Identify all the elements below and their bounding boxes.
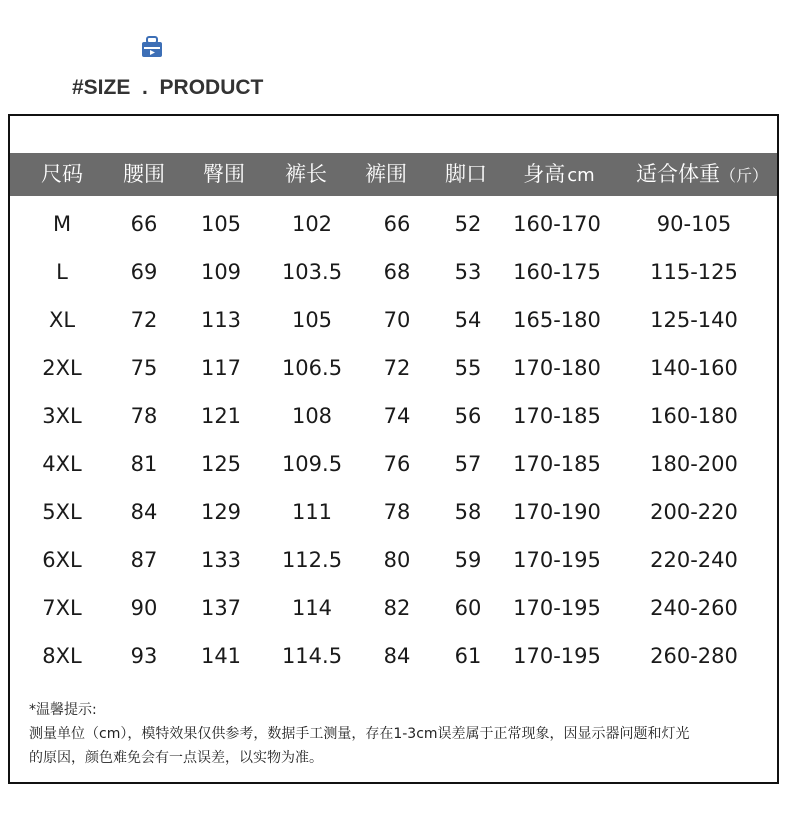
- cell-leg-circ: 76: [383, 452, 411, 476]
- cell-size: 8XL: [42, 644, 82, 668]
- shopping-bag-icon: [140, 36, 164, 58]
- table-row: [10, 296, 777, 344]
- cell-leg-circ: 70: [383, 308, 411, 332]
- cell-weight: 115-125: [650, 260, 738, 284]
- notes: [29, 698, 769, 770]
- cell-weight: 180-200: [650, 452, 738, 476]
- cell-height: 170-185: [513, 452, 601, 476]
- cell-height: 160-170: [513, 212, 601, 236]
- size-chart-frame: [8, 114, 779, 784]
- cell-hip: 105: [200, 212, 242, 236]
- cell-length: 109.5: [281, 452, 343, 476]
- cell-waist: 69: [130, 260, 158, 284]
- header-leg-circ: 裤围: [365, 162, 407, 186]
- cell-size: 3XL: [42, 404, 82, 428]
- cell-length: 102: [291, 212, 333, 236]
- cell-waist: 87: [130, 548, 158, 572]
- table-row: [10, 632, 777, 680]
- cell-hem: 54: [454, 308, 482, 332]
- cell-size: 6XL: [42, 548, 82, 572]
- header-weight: [626, 153, 778, 196]
- cell-hip: 113: [200, 308, 242, 332]
- header-size: 尺码: [41, 162, 83, 186]
- cell-height: 165-180: [513, 308, 601, 332]
- notes-line-2: 的原因，颜色难免会有一点误差，以实物为准。: [29, 750, 323, 766]
- cell-hem: 60: [454, 596, 482, 620]
- notes-title: *温馨提示:: [29, 702, 97, 718]
- cell-waist: 75: [130, 356, 158, 380]
- table-row: [10, 488, 777, 536]
- cell-weight: 140-160: [650, 356, 738, 380]
- cell-hem: 58: [454, 500, 482, 524]
- cell-height: 170-195: [513, 548, 601, 572]
- cell-height: 170-190: [513, 500, 601, 524]
- header-length: 裤长: [285, 162, 327, 186]
- cell-length: 112.5: [281, 548, 343, 572]
- page-heading: #SIZE . PRODUCT: [72, 76, 264, 99]
- cell-hip: 117: [200, 356, 242, 380]
- cell-waist: 93: [130, 644, 158, 668]
- cell-length: 114: [291, 596, 333, 620]
- header-weight-unit: （斤）: [719, 166, 768, 185]
- cell-hip: 121: [200, 404, 242, 428]
- cell-waist: 90: [130, 596, 158, 620]
- cell-weight: 90-105: [656, 212, 732, 236]
- cell-hem: 55: [454, 356, 482, 380]
- table-row: [10, 200, 777, 248]
- notes-line-1: 测量单位（cm），模特效果仅供参考，数据手工测量，存在1-3cm误差属于正常现象，因显示器问题和灯光: [29, 726, 690, 742]
- cell-waist: 72: [130, 308, 158, 332]
- cell-hem: 61: [454, 644, 482, 668]
- cell-leg-circ: 80: [383, 548, 411, 572]
- cell-leg-circ: 68: [383, 260, 411, 284]
- cell-length: 103.5: [281, 260, 343, 284]
- cell-size: 5XL: [42, 500, 82, 524]
- cell-waist: 78: [130, 404, 158, 428]
- cell-waist: 84: [130, 500, 158, 524]
- cell-leg-circ: 74: [383, 404, 411, 428]
- cell-size: L: [56, 260, 68, 284]
- cell-leg-circ: 84: [383, 644, 411, 668]
- cell-size: 4XL: [42, 452, 82, 476]
- cell-height: 170-195: [513, 644, 601, 668]
- cell-size: XL: [48, 308, 76, 332]
- cell-hip: 129: [200, 500, 242, 524]
- header-height-unit: cm: [567, 165, 595, 186]
- cell-hip: 133: [200, 548, 242, 572]
- table-row: [10, 584, 777, 632]
- cell-hem: 53: [454, 260, 482, 284]
- cell-leg-circ: 66: [383, 212, 411, 236]
- cell-leg-circ: 78: [383, 500, 411, 524]
- cell-leg-circ: 82: [383, 596, 411, 620]
- cell-length: 105: [291, 308, 333, 332]
- cell-height: 170-185: [513, 404, 601, 428]
- cell-weight: 160-180: [650, 404, 738, 428]
- cell-weight: 220-240: [650, 548, 738, 572]
- header-hem: 脚口: [445, 162, 487, 186]
- cell-length: 106.5: [281, 356, 343, 380]
- cell-hip: 141: [200, 644, 242, 668]
- cell-size: 2XL: [42, 356, 82, 380]
- cell-weight: 125-140: [650, 308, 738, 332]
- header-weight-label: 适合体重: [635, 162, 720, 186]
- cell-weight: 260-280: [650, 644, 738, 668]
- cell-hem: 52: [454, 212, 482, 236]
- cell-hem: 59: [454, 548, 482, 572]
- table-row: [10, 440, 777, 488]
- cell-hip: 125: [200, 452, 242, 476]
- cell-hip: 109: [200, 260, 242, 284]
- cell-waist: 66: [130, 212, 158, 236]
- cell-length: 114.5: [281, 644, 343, 668]
- table-row: [10, 392, 777, 440]
- table-header: [10, 153, 777, 196]
- cell-size: 7XL: [42, 596, 82, 620]
- cell-waist: 81: [130, 452, 158, 476]
- header-hip: 臀围: [203, 162, 245, 186]
- cell-weight: 240-260: [650, 596, 738, 620]
- cell-height: 170-180: [513, 356, 601, 380]
- cell-hem: 56: [454, 404, 482, 428]
- header-waist: 腰围: [123, 162, 165, 186]
- cell-height: 160-175: [513, 260, 601, 284]
- table-row: [10, 344, 777, 392]
- header-height: [504, 153, 614, 196]
- cell-weight: 200-220: [650, 500, 738, 524]
- cell-length: 108: [291, 404, 333, 428]
- table-row: [10, 536, 777, 584]
- header-height-label: 身高: [523, 162, 566, 186]
- cell-hem: 57: [454, 452, 482, 476]
- cell-length: 111: [291, 500, 333, 524]
- cell-size: M: [52, 212, 72, 236]
- table-row: [10, 248, 777, 296]
- cell-leg-circ: 72: [383, 356, 411, 380]
- cell-height: 170-195: [513, 596, 601, 620]
- cell-hip: 137: [200, 596, 242, 620]
